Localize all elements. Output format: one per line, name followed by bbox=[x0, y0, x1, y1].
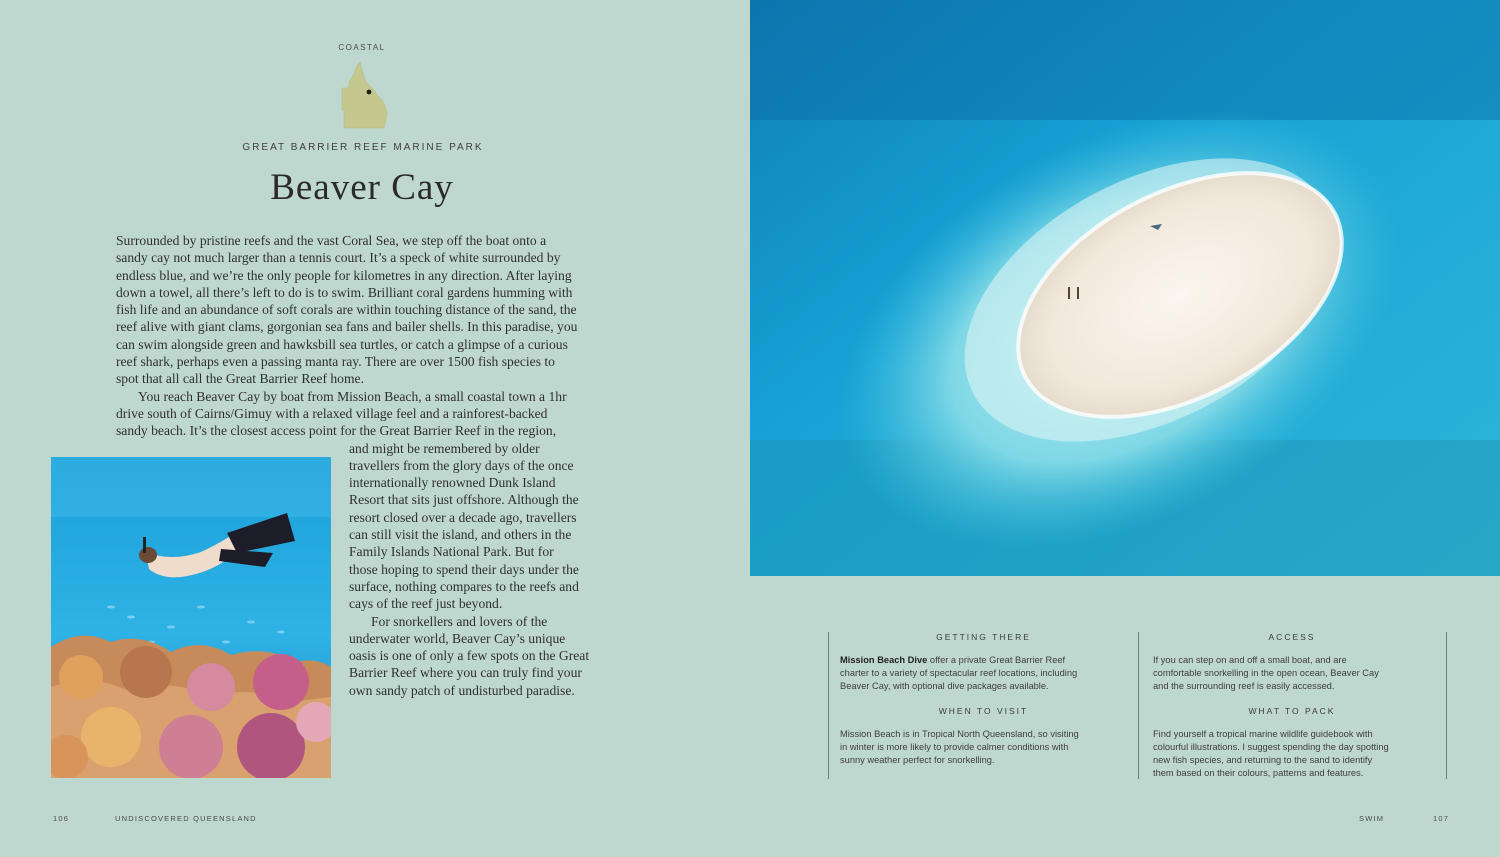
body-line: oasis is one of only a few spots on the Great bbox=[349, 648, 590, 664]
body-line: fish life and an abundance of soft corals are within touching distance of the sand, the bbox=[116, 302, 577, 318]
page-number-right: 107 bbox=[1433, 814, 1450, 823]
body-line: internationally renowned Dunk Island bbox=[349, 475, 556, 491]
getting-there-line-3: Beaver Cay, with optional dive packages available. bbox=[840, 681, 1049, 691]
body-line: and might be remembered by older bbox=[349, 440, 540, 456]
body-line: sandy beach. It’s the closest access point for the Great Barrier Reef in the region, bbox=[116, 423, 557, 439]
practical-info-panel bbox=[828, 632, 1447, 779]
park-name: GREAT BARRIER REEF MARINE PARK bbox=[242, 142, 484, 153]
operator-name: Mission Beach Dive bbox=[840, 655, 928, 665]
body-line: can still visit the island, and others in the bbox=[349, 527, 572, 543]
access-line-1: If you can step on and off a small boat, and are bbox=[1153, 655, 1347, 665]
running-title-left: UNDISCOVERED QUEENSLAND bbox=[115, 814, 257, 823]
access-line-2: comfortable snorkelling in the open ocean, Beaver Cay bbox=[1153, 668, 1379, 678]
access-line-3: and the surrounding reef is easily accessed. bbox=[1153, 681, 1335, 691]
getting-there-text bbox=[840, 654, 1130, 693]
when-to-visit-text bbox=[840, 728, 1130, 767]
sand-cay-aerial-photo bbox=[750, 0, 1500, 576]
page-number-left: 106 bbox=[53, 814, 70, 823]
info-column-right bbox=[1138, 632, 1447, 779]
body-line: underwater world, Beaver Cay’s unique bbox=[349, 630, 566, 646]
access-heading: ACCESS bbox=[1268, 632, 1316, 642]
body-line: surface, nothing compares to the reefs and bbox=[349, 578, 579, 594]
when-line-2: in winter is more likely to provide calmer conditions with bbox=[840, 742, 1069, 752]
what-to-pack-heading: WHAT TO PACK bbox=[1248, 706, 1336, 716]
body-line: Family Islands National Park. But for bbox=[349, 544, 554, 560]
body-line: For snorkellers and lovers of the bbox=[371, 613, 548, 629]
body-line: own sandy patch of undisturbed paradise. bbox=[349, 682, 575, 698]
body-line: drive south of Cairns/Gimuy with a relaxed village feel and a rainforest-backed bbox=[116, 405, 548, 421]
body-line: down a towel, all there’s left to do is to swim. Brilliant coral gardens humming with bbox=[116, 284, 573, 300]
getting-there-heading: GETTING THERE bbox=[936, 632, 1031, 642]
body-line: reef shark, perhaps even a passing manta ray. There are over 1500 fish species to bbox=[116, 354, 555, 370]
when-line-1: Mission Beach is in Tropical North Queensland, so visiting bbox=[840, 729, 1079, 739]
running-title-right: SWIM bbox=[1359, 814, 1385, 823]
access-text bbox=[1153, 654, 1438, 693]
getting-there-line-1: offer a private Great Barrier Reef bbox=[927, 655, 1066, 665]
pack-line-4: them based on their colours, patterns and features. bbox=[1153, 768, 1364, 778]
what-to-pack-text bbox=[1153, 728, 1438, 780]
queensland-map-icon bbox=[338, 60, 390, 132]
section-kicker: COASTAL bbox=[338, 43, 386, 52]
body-line: travellers from the glory days of the once bbox=[349, 457, 574, 473]
getting-there-line-2: charter to a variety of spectacular reef locations, including bbox=[840, 668, 1078, 678]
body-line: cays of the reef just beyond. bbox=[349, 596, 503, 612]
body-line: sandy cay not much larger than a tennis court. It’s a speck of white surrounded by bbox=[116, 250, 561, 266]
snorkeller-photo bbox=[51, 457, 331, 778]
body-line: those hoping to spend their days under the bbox=[349, 561, 579, 577]
body-line: Surrounded by pristine reefs and the vast Coral Sea, we step off the boat onto a bbox=[116, 233, 547, 248]
body-line: spot that all call the Great Barrier Reef home. bbox=[116, 371, 364, 387]
page-title: Beaver Cay bbox=[270, 167, 454, 208]
body-line: Barrier Reef where you can truly find your bbox=[349, 665, 582, 681]
info-column-left bbox=[828, 632, 1139, 779]
body-line: reef alive with giant clams, gorgonian sea fans and bailer shells. In this paradise, you bbox=[116, 319, 578, 335]
body-line: You reach Beaver Cay by boat from Mission Beach, a small coastal town a 1hr bbox=[138, 388, 567, 404]
when-line-3: sunny weather perfect for snorkelling. bbox=[840, 755, 995, 765]
pack-line-3: new fish species, and returning to the sand to identify bbox=[1153, 755, 1373, 765]
pack-line-1: Find yourself a tropical marine wildlife guidebook with bbox=[1153, 729, 1373, 739]
body-line: endless blue, and we’re the only people for kilometres in any direction. After laying bbox=[116, 267, 572, 283]
body-line: Resort that sits just offshore. Although the bbox=[349, 492, 579, 508]
body-line: can swim alongside green and hawksbill sea turtles, or catch a glimpse of a curious bbox=[116, 336, 568, 352]
body-line: resort closed over a decade ago, travellers bbox=[349, 509, 577, 525]
when-to-visit-heading: WHEN TO VISIT bbox=[938, 706, 1029, 716]
pack-line-2: colourful illustrations. I suggest spending the day spotting bbox=[1153, 742, 1389, 752]
